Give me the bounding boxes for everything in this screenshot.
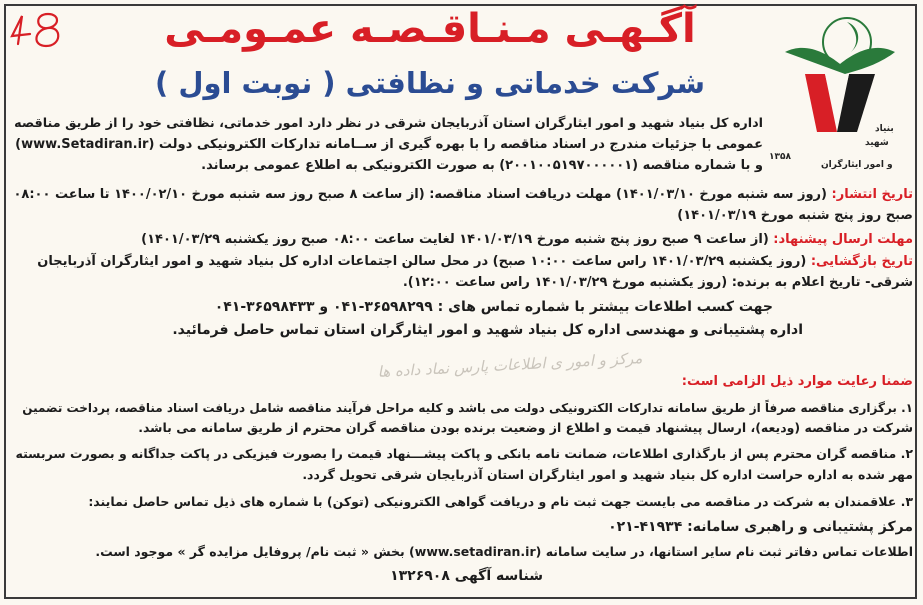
condition-2-line-1: ۲. مناقصه گران محترم پس از بارگذاری اطلاعات، ضمانت نامه بانکی و پاکت پیشـــنهاد قیمت را بصورت فیزیکی در پاکت جداگانه و بصورت سربسته (15, 446, 913, 461)
publish-label: تاریخ انتشار: (831, 187, 913, 202)
opening-text-2: شرقی- تاریخ اعلام به برنده: (روز یکشنبه مورخ ۱۴۰۱/۰۳/۲۹ راس ساعت ۱۲:۰۰). (402, 275, 913, 290)
publish-date-row (13, 185, 913, 205)
condition-1-line-2: شرکت در مناقصه (ودیعه)، ارسال پیشنهاد قیمت و اطلاع از وضعیت برنده بودن مناقصه گران محترم از طریق سامانه می باشد. (138, 420, 913, 435)
contact-info-line: جهت کسب اطلاعات بیشتر با شماره تماس های : ۳۶۵۹۸۲۹۹-۰۴۱ و ۳۶۵۹۸۴۳۳-۰۴۱ (214, 299, 773, 315)
watermark-text: مرکز و امور ی اطلاعات پارس نماد داده ها (377, 349, 643, 381)
notice-title: آگـهـی مـنـاقـصـه عمـومـی (164, 6, 696, 52)
logo-name-2: شهید (865, 138, 889, 148)
handwritten-number (8, 6, 70, 52)
condition-2-line-2: مهر شده به اداره حراست اداره کل بنیاد شهید و امور ایثارگران استان آذربایجان شرقی تحویل گردد. (302, 467, 913, 482)
logo-name-1: بنیاد (875, 124, 894, 134)
ad-id: شناسه آگهی ۱۳۲۶۹۰۸ (390, 568, 543, 584)
condition-1-line-1: ۱. برگزاری مناقصه صرفاً از طریق سامانه تدارکات الکترونیکی دولت می باشد و کلیه مراحل فرآیند مناقصه شامل دریافت اسناد مناقصه، پرداخت تضمین (22, 401, 913, 415)
opening-label: تاریخ بازگشایی: (810, 254, 913, 269)
deadline-text: (از ساعت ۹ صبح روز پنج شنبه مورخ ۱۴۰۱/۰۳/۱۹ لغایت ساعت ۰۸:۰۰ صبح روز یکشنبه ۱۴۰۱/۰۳/۲۹) (141, 232, 769, 247)
intro-line-1: اداره کل بنیاد شهید و امور ایثارگران استان آذربایجان شرقی در نظر دارد امور خدماتی، نظافتی خود را از طریق مناقصه (14, 116, 763, 131)
logo-year: ۱۳۵۸ (769, 152, 791, 162)
foundation-logo (765, 12, 915, 182)
intro-line-2: عمومی با جزئیات مندرج در اسناد مناقصه را با بهره گیری از ســامانه تدارکات الکترونیکی دولت (www.Setadiran.ir) (15, 137, 763, 152)
deadline-row (141, 230, 913, 250)
intro-line-3: و با شماره مناقصه (۲۰۰۱۰۰۵۱۹۷۰۰۰۰۰۱) به صورت الکترونیکی به اطلاع عمومی برساند. (201, 158, 763, 173)
condition-3-line-1: ۳. علاقمندان به شرکت در مناقصه می بایست جهت ثبت نام و دریافت گواهی الکترونیکی (توکن) با شماره های ذیل تماس حاصل نمایند: (88, 494, 913, 509)
offices-line: اطلاعات تماس دفاتر ثبت نام سایر استانها، در سایت سامانه (www.setadiran.ir) بخش « ثبت نام/ پروفایل مزایده گر » موجود است. (95, 544, 913, 559)
opening-row (37, 252, 913, 272)
opening-text: (روز یکشنبه ۱۴۰۱/۰۳/۲۹ راس ساعت ۱۰:۰۰ صبح) در محل سالن اجتماعات اداره کل بنیاد شهید و امور ایثارگران آذربایجان (37, 254, 807, 269)
publish-text: (روز سه شنبه مورخ ۱۴۰۱/۰۳/۱۰) مهلت دریافت اسناد مناقصه: (از ساعت ۸ صبح روز سه شنبه مورخ ۱۴۰۰/۰۲/۱۰ تا ساعت ۰۸:۰۰ (13, 187, 827, 202)
notice-subtitle: شرکت خدماتی و نظافتی ( نوبت اول ) (154, 66, 706, 100)
support-center-line: مرکز پشتیبانی و راهبری سامانه: ۴۱۹۳۴-۰۲۱ (608, 519, 913, 535)
publish-text-2: صبح روز پنج شنبه مورخ ۱۴۰۱/۰۳/۱۹) (677, 208, 913, 223)
deadline-label: مهلت ارسال پیشنهاد: (773, 232, 913, 247)
contact-support-line: اداره پشتیبانی و مهندسی اداره کل بنیاد شهید و امور ایثارگران استان تماس حاصل فرمائید. (172, 322, 803, 338)
logo-name-3: و امور ایثارگران (821, 160, 893, 170)
conditions-heading: ضمنا رعایت موارد ذیل الزامی است: (681, 374, 913, 389)
dove-logo-icon (765, 12, 915, 142)
